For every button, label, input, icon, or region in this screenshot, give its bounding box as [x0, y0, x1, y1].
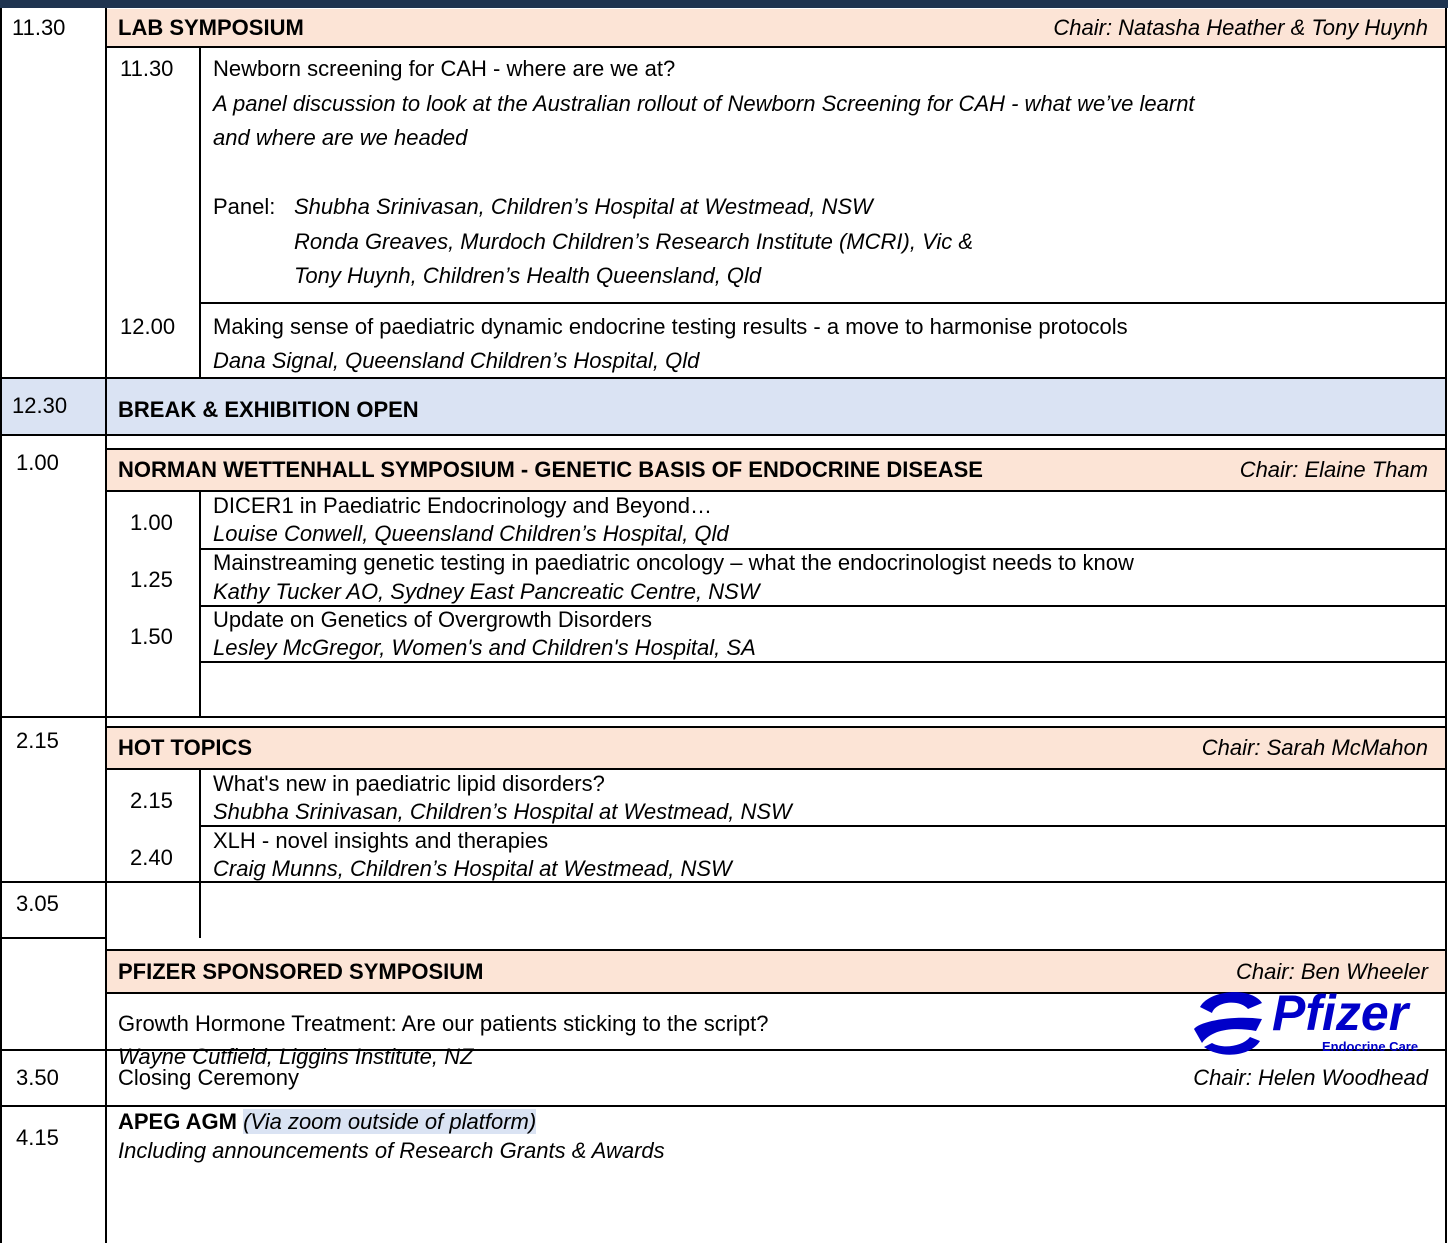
talk-speaker: Louise Conwell, Queensland Children’s Hospital, Qld [213, 521, 729, 546]
session-title: PFIZER SPONSORED SYMPOSIUM [118, 959, 484, 984]
talk-speaker: Shubha Srinivasan, Children’s Hospital at Westmead, NSW [213, 799, 792, 824]
break-title: BREAK & EXHIBITION OPEN [118, 397, 419, 422]
talk-time: 11.30 [120, 56, 174, 81]
talk-title: Mainstreaming genetic testing in paediatric oncology – what the endocrinologist needs to know [213, 550, 1134, 575]
session-title: Closing Ceremony [118, 1065, 299, 1090]
session-title: LAB SYMPOSIUM [118, 15, 304, 40]
pfizer-logo-text: Pfizer [1272, 985, 1409, 1041]
session-title: NORMAN WETTENHALL SYMPOSIUM - GENETIC BASIS OF ENDOCRINE DISEASE [118, 457, 983, 482]
talk-speaker: Dana Signal, Queensland Children’s Hospital, Qld [213, 348, 700, 373]
talk-title: XLH - novel insights and therapies [213, 828, 549, 853]
session-chair: Chair: Ben Wheeler [1236, 959, 1428, 984]
talk-time: 12.00 [120, 314, 176, 339]
session-time: 2.15 [16, 728, 59, 753]
session-time: 11.30 [12, 15, 66, 40]
session-title: HOT TOPICS [118, 735, 253, 760]
session-chair: Chair: Helen Woodhead [1193, 1065, 1428, 1090]
session-chair: Chair: Sarah McMahon [1201, 735, 1428, 760]
agm-title: APEG AGM [118, 1109, 237, 1134]
talk-title: DICER1 in Paediatric Endocrinology and Beyond… [213, 493, 712, 518]
talk-title: Making sense of paediatric dynamic endocrine testing results - a move to harmonise protocols [213, 314, 1128, 339]
talk-title: Newborn screening for CAH - where are we at? [213, 56, 676, 81]
talk-speaker: Lesley McGregor, Women's and Children's Hospital, SA [213, 635, 756, 660]
pfizer-logo-subtext: Endocrine Care [1322, 1039, 1419, 1054]
session-time: 3.50 [16, 1065, 59, 1090]
agm-note: (Via zoom outside of platform) [243, 1109, 537, 1134]
session-time: 3.05 [16, 891, 59, 916]
talk-time: 2.15 [130, 788, 173, 813]
pfizer-logo [1190, 985, 1430, 1063]
talk-time: 2.40 [130, 845, 173, 870]
talk-speaker: Craig Munns, Children’s Hospital at Westmead, NSW [213, 856, 732, 881]
talk-description: and where are we headed [213, 125, 468, 150]
header-band [0, 0, 1448, 8]
talk-time: 1.50 [130, 624, 173, 649]
talk-description: A panel discussion to look at the Australian rollout of Newborn Screening for CAH - what we’ve learnt [213, 91, 1195, 116]
panel-member: Tony Huynh, Children’s Health Queensland, Qld [294, 263, 762, 288]
panel-label: Panel: [213, 194, 276, 219]
talk-speaker: Wayne Cutfield, Liggins Institute, NZ [118, 1044, 474, 1069]
panel-member: Ronda Greaves, Murdoch Children’s Research Institute (MCRI), Vic & [294, 229, 974, 254]
agm-description: Including announcements of Research Grants & Awards [118, 1138, 665, 1163]
talk-time: 1.25 [130, 567, 173, 592]
session-chair: Chair: Natasha Heather & Tony Huynh [1053, 15, 1428, 40]
talk-speaker: Kathy Tucker AO, Sydney East Pancreatic Centre, NSW [213, 579, 760, 604]
talk-title: What's new in paediatric lipid disorders? [213, 771, 605, 796]
session-chair: Chair: Elaine Tham [1239, 457, 1428, 482]
panel-member: Shubha Srinivasan, Children’s Hospital at Westmead, NSW [294, 194, 873, 219]
break-time: 12.30 [12, 393, 68, 418]
talk-title: Growth Hormone Treatment: Are our patients sticking to the script? [118, 1011, 769, 1036]
talk-title: Update on Genetics of Overgrowth Disorders [213, 607, 652, 632]
agm-title-line [118, 1108, 536, 1136]
talk-time: 1.00 [130, 510, 173, 535]
session-time: 4.15 [16, 1125, 59, 1150]
session-time: 1.00 [16, 450, 59, 475]
